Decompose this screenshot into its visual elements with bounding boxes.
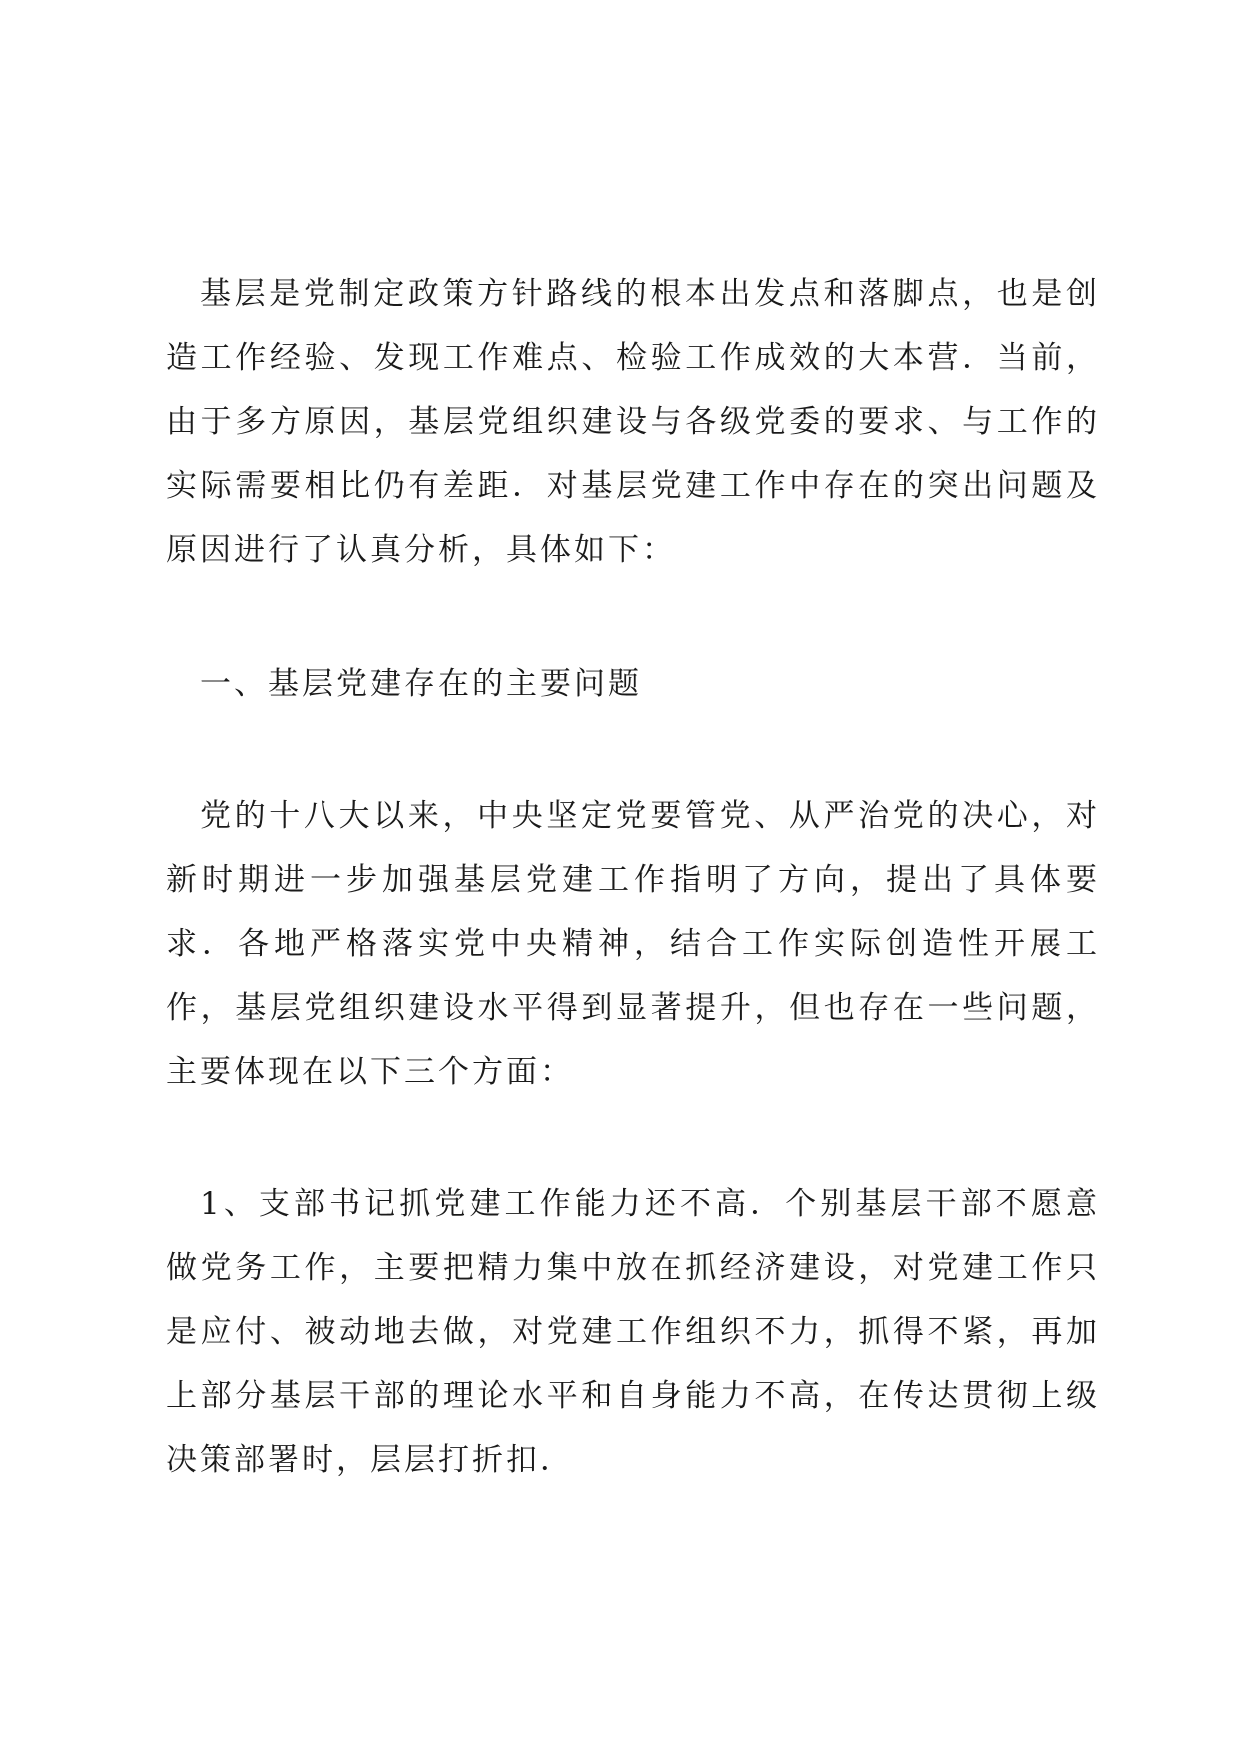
- document-body: [166, 262, 1100, 1492]
- section-heading: 一、基层党建存在的主要问题: [200, 666, 642, 702]
- intro-paragraph: 基层是党制定政策方针路线的根本出发点和落脚点，也是创造工作经验、发现工作难点、检验工作成效的大本营．当前，由于多方原因，基层党组织建设与各级党委的要求、与工作的实际需要相比仍有差距．对基层党建工作中存在的突出问题及原因进行了认真分析，具体如下：: [166, 276, 1100, 568]
- list-item-paragraph: 1、支部书记抓党建工作能力还不高．个别基层干部不愿意做党务工作，主要把精力集中放在抓经济建设，对党建工作只是应付、被动地去做，对党建工作组织不力，抓得不紧，再加上部分基层干部的理论水平和自身能力不高，在传达贯彻上级决策部署时，层层打折扣．: [166, 1186, 1100, 1478]
- body-paragraph: 党的十八大以来，中央坚定党要管党、从严治党的决心，对新时期进一步加强基层党建工作指明了方向，提出了具体要求．各地严格落实党中央精神，结合工作实际创造性开展工作，基层党组织建设水平得到显著提升，但也存在一些问题，主要体现在以下三个方面：: [166, 798, 1100, 1090]
